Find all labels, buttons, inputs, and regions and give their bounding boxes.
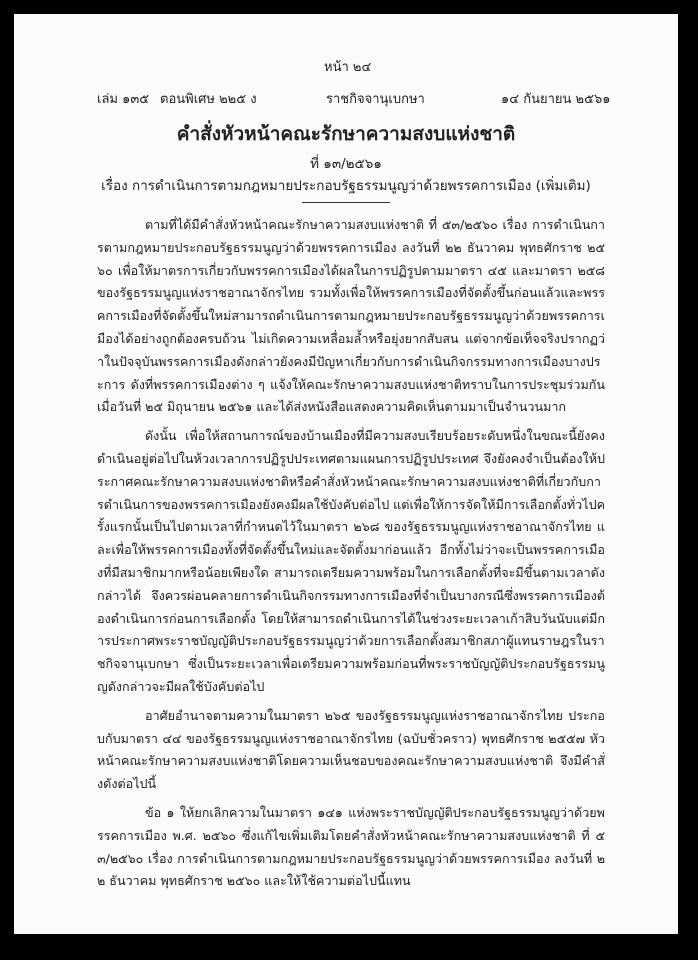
title-divider — [302, 202, 390, 203]
order-number: ที่ ๑๓/๒๕๖๑ — [310, 156, 382, 172]
volume-label: เล่ม ๑๓๕ — [97, 92, 150, 107]
document-title: คำสั่งหัวหน้าคณะรักษาความสงบแห่งชาติ — [176, 123, 516, 145]
publication-date: ๑๔ กันยายน ๒๕๖๑ — [501, 92, 611, 107]
paragraph-1: ตามที่ได้มีคำสั่งหัวหน้าคณะรักษาความสงบแห่งชาติ ที่ ๕๓/๒๕๖๐ เรื่อง การดำเนินการตามกฎหมายประกอบรัฐธรรมนูญว่าด้วยพรรคการเมือง ลงวันที่ ๒๒ ธันวาคม พุทธศักราช ๒๕๖๐ เพื่อให้มาตรการเกี่ยวกับพรรคการเมืองได้ผลในการปฏิรูปตามมาตรา ๔๕ และมาตรา ๒๕๘ ของรัฐธรรมนูญแห่งราชอาณาจักรไทย รวมทั้งเพื่อให้พรรคการเมืองที่จัดตั้งขึ้นก่อนแล้วและพรรคการเมืองที่จัดตั้งขึ้นใหม่สามารถดำเนินการตามกฎหมายประกอบรัฐธรรมนูญว่าด้วยพรรคการเมืองได้อย่างถูกต้องครบถ้วน ไม่เกิดความเหลื่อมล้ำหรือยุ่งยากสับสน แต่จากข้อเท็จจริงปรากฏว่าในปัจจุบันพรรคการเมืองดังกล่าวยังคงมีปัญหาเกี่ยวกับการดำเนินกิจกรรมทางการเมืองบางประการ ดังที่พรรคการเมืองต่าง ๆ แจ้งให้คณะรักษาความสงบแห่งชาติทราบในการประชุมร่วมกันเมื่อวันที่ ๒๕ มิถุนายน ๒๕๖๑ และได้ส่งหนังสือแสดงความคิดเห็นตามมาเป็นจำนวนมาก — [97, 217, 605, 415]
paragraph-4: ข้อ ๑ ให้ยกเลิกความในมาตรา ๑๔๑ แห่งพระราชบัญญัติประกอบรัฐธรรมนูญว่าด้วยพรรคการเมือง พ.ศ. ๒๕๖๐ ซึ่งแก้ไขเพิ่มเติมโดยคำสั่งหัวหน้าคณะรักษาความสงบแห่งชาติ ที่ ๕๓/๒๕๖๐ เรื่อง การดำเนินการตามกฎหมายประกอบรัฐธรรมนูญว่าด้วยพรรคการเมือง ลงวันที่ ๒๒ ธันวาคม พุทธศักราช ๒๕๖๐ และให้ใช้ความต่อไปนี้แทน — [97, 804, 605, 889]
page-number: หน้า ๒๔ — [324, 60, 372, 75]
document-body — [97, 214, 605, 899]
paragraph-3: อาศัยอำนาจตามความในมาตรา ๒๖๕ ของรัฐธรรมนูญแห่งราชอาณาจักรไทย ประกอบกับมาตรา ๔๔ ของรัฐธรรมนูญแห่งราชอาณาจักรไทย (ฉบับชั่วคราว) พุทธศักราช ๒๕๕๗ หัวหน้าคณะรักษาความสงบแห่งชาติโดยความเห็นชอบของคณะรักษาความสงบแห่งชาติ จึงมีคำสั่งดังต่อไปนี้ — [97, 707, 605, 792]
gazette-page — [14, 14, 678, 934]
paragraph-2: ดังนั้น เพื่อให้สถานการณ์ของบ้านเมืองที่มีความสงบเรียบร้อยระดับหนึ่งในขณะนี้ยังคงดำเนินอยู่ต่อไปในห้วงเวลาการปฏิรูปประเทศตามแผนการปฏิรูปประเทศ จึงยังคงจำเป็นต้องให้ประกาศคณะรักษาความสงบแห่งชาติหรือคำสั่งหัวหน้าคณะรักษาความสงบแห่งชาติที่เกี่ยวกับการดำเนินการของพรรคการเมืองยังคงมีผลใช้บังคับต่อไป แต่เพื่อให้การจัดให้มีการเลือกตั้งทั่วไปครั้งแรกนั้นเป็นไปตามเวลาที่กำหนดไว้ในมาตรา ๒๖๘ ของรัฐธรรมนูญแห่งราชอาณาจักรไทย และเพื่อให้พรรคการเมืองทั้งที่จัดตั้งขึ้นใหม่และจัดตั้งมาก่อนแล้ว อีกทั้งไม่ว่าจะเป็นพรรคการเมืองที่มีสมาชิกมากหรือน้อยเพียงใด สามารถเตรียมความพร้อมในการเลือกตั้งที่จะมีขึ้นตามเวลาดังกล่าวได้ จึงควรผ่อนคลายการดำเนินกิจกรรมทางการเมืองที่จำเป็นบางกรณีซึ่งพรรคการเมืองต้องดำเนินการก่อนการเลือกตั้ง โดยให้สามารถดำเนินการได้ในช่วงระยะเวลาเก้าสิบวันนับแต่มีการประกาศพระราชบัญญัติประกอบรัฐธรรมนูญว่าด้วยการเลือกตั้งสมาชิกสภาผู้แทนราษฎรในราชกิจจานุเบกษา ซึ่งเป็นระยะเวลาเพื่อเตรียมความพร้อมก่อนที่พระราชบัญญัติประกอบรัฐธรรมนูญดังกล่าวจะมีผลใช้บังคับต่อไป — [97, 428, 605, 694]
subject-line: เรื่อง การดำเนินการตามกฎหมายประกอบรัฐธรรมนูญว่าด้วยพรรคการเมือง (เพิ่มเติม) — [101, 178, 591, 194]
section-label: ตอนพิเศษ ๒๒๕ ง — [160, 92, 257, 107]
gazette-name: ราชกิจจานุเบกษา — [326, 92, 425, 107]
